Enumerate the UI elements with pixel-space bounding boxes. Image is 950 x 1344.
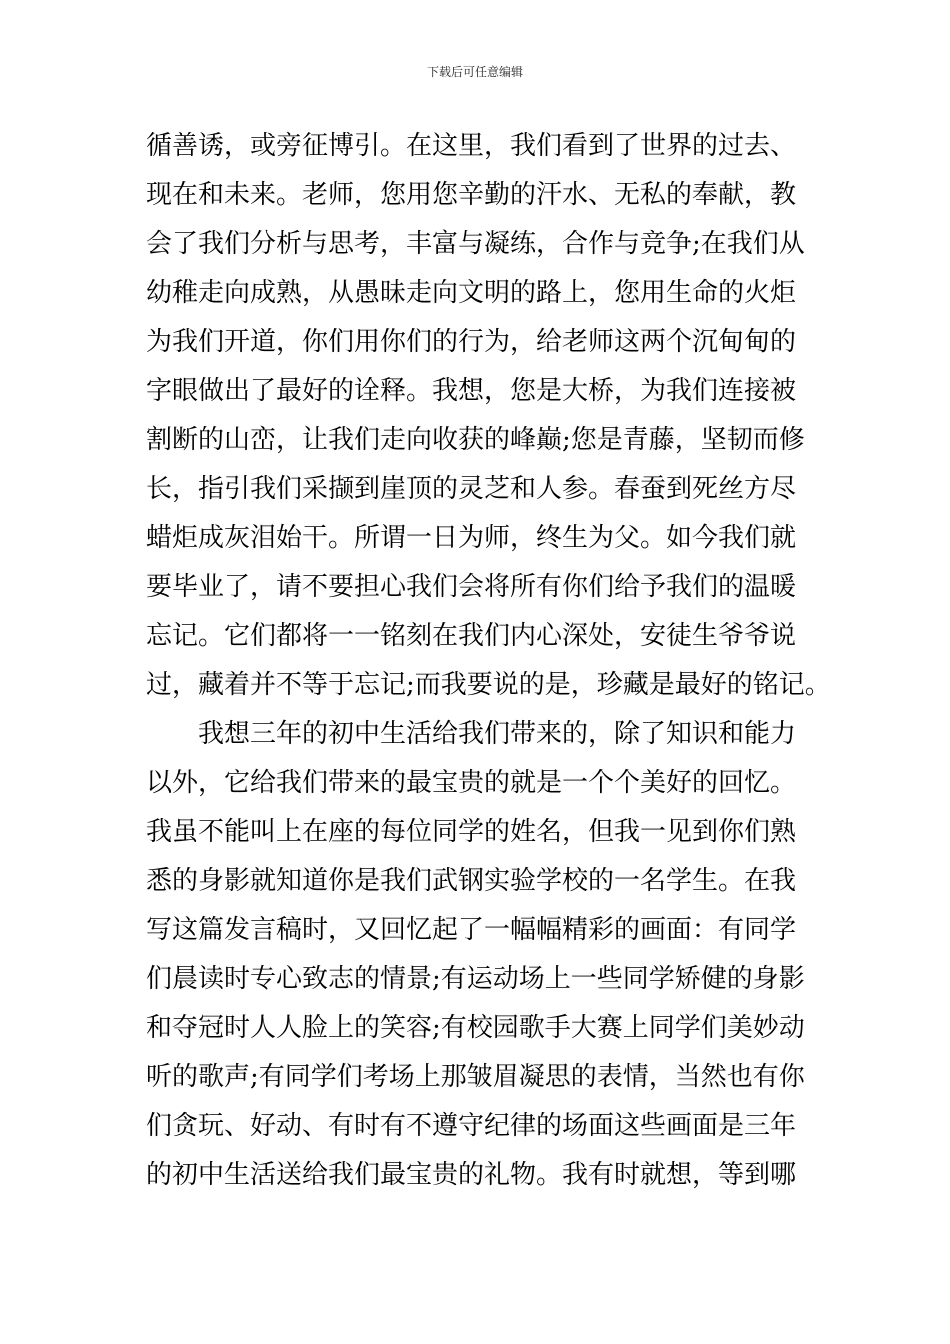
text-line: 忘记。它们都将一一铭刻在我们内心深处，安徒生爷爷说 bbox=[146, 621, 797, 651]
text-line: 蜡炬成灰泪始干。所谓一日为师，终生为父。如今我们就 bbox=[146, 523, 797, 553]
text-line: 的初中生活送给我们最宝贵的礼物。我有时就想，等到哪 bbox=[146, 1160, 797, 1190]
text-line: 写这篇发言稿时，又回忆起了一幅幅精彩的画面：有同学 bbox=[146, 915, 797, 945]
text-line: 悉的身影就知道你是我们武钢实验学校的一名学生。在我 bbox=[146, 866, 797, 896]
text-line: 过，藏着并不等于忘记;而我要说的是，珍藏是最好的铭记。 bbox=[146, 670, 831, 700]
text-line: 和夺冠时人人脸上的笑容;有校园歌手大赛上同学们美妙动 bbox=[146, 1013, 805, 1043]
body-text bbox=[146, 122, 831, 1200]
text-line: 为我们开道，你们用你们的行为，给老师这两个沉甸甸的 bbox=[146, 327, 797, 357]
text-line: 听的歌声;有同学们考场上那皱眉凝思的表情，当然也有你 bbox=[146, 1062, 805, 1092]
text-line: 字眼做出了最好的诠释。我想，您是大桥，为我们连接被 bbox=[146, 376, 797, 406]
text-line: 要毕业了，请不要担心我们会将所有你们给予我们的温暖 bbox=[146, 572, 797, 602]
text-line: 长，指引我们采撷到崖顶的灵芝和人参。春蚕到死丝方尽 bbox=[146, 474, 797, 504]
text-line: 以外，它给我们带来的最宝贵的就是一个个美好的回忆。 bbox=[146, 768, 797, 798]
text-line: 割断的山峦，让我们走向收获的峰巅;您是青藤，坚韧而修 bbox=[146, 425, 805, 455]
text-line: 幼稚走向成熟，从愚昧走向文明的路上，您用生命的火炬 bbox=[146, 278, 797, 308]
text-line: 们贪玩、好动、有时有不遵守纪律的场面这些画面是三年 bbox=[146, 1111, 797, 1141]
text-line: 会了我们分析与思考，丰富与凝练，合作与竞争;在我们从 bbox=[146, 229, 805, 259]
page-header: 下载后可任意编辑 bbox=[426, 65, 523, 79]
text-line: 现在和未来。老师，您用您辛勤的汗水、无私的奉献，教 bbox=[146, 180, 797, 210]
text-line: 们晨读时专心致志的情景;有运动场上一些同学矫健的身影 bbox=[146, 964, 805, 994]
paragraph-start-line: 我想三年的初中生活给我们带来的，除了知识和能力 bbox=[198, 719, 797, 749]
text-line: 我虽不能叫上在座的每位同学的姓名，但我一见到你们熟 bbox=[146, 817, 797, 847]
text-line: 循善诱，或旁征博引。在这里，我们看到了世界的过去、 bbox=[146, 131, 797, 161]
